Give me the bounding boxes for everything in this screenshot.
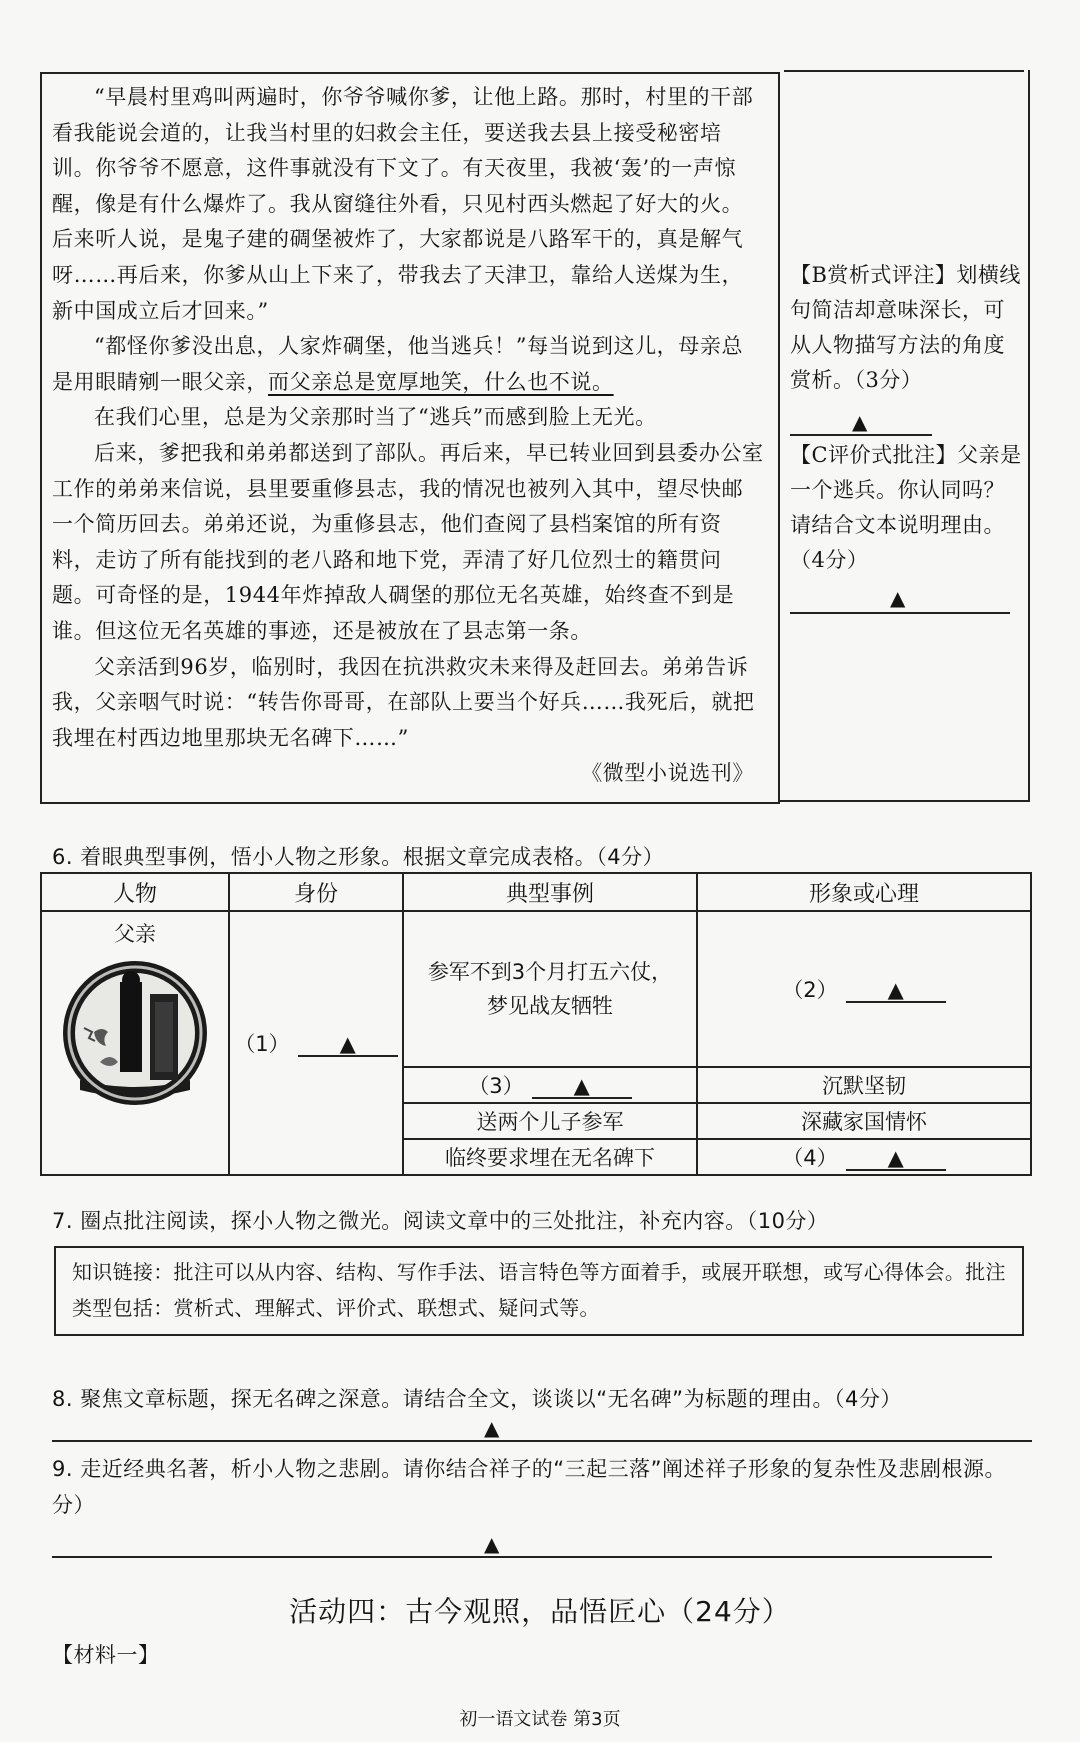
trait-cell: 沉默坚韧 (697, 1067, 1031, 1103)
example-cell: 送两个儿子参军 (403, 1103, 697, 1139)
trait-cell: （4） ▲ (697, 1139, 1031, 1175)
annotation-column (778, 70, 1030, 802)
table-header: 形象或心理 (697, 873, 1031, 911)
activity-4-title: 活动四：古今观照，品悟匠心（24分） (289, 1595, 791, 1628)
example-cell: 参军不到3个月打五六仗，梦见战友牺牲 (403, 911, 697, 1067)
annotation-c: 【C评价式批注】父亲是一个逃兵。你认同吗？请结合文本说明理由。（4分） (790, 443, 1022, 572)
example-cell: 临终要求埋在无名碑下 (403, 1139, 697, 1175)
example-cell: （3） ▲ (403, 1067, 697, 1103)
answer-line[interactable] (790, 612, 1010, 614)
passage-paragraph: “早晨村里鸡叫两遍时，你爷爷喊你爹，让他上路。那时，村里的干部看我能说会道的，让我当村里的妇救会主任，要送我去县上接受秘密培训。你爷爷不愿意，这件事就没有下文了。有天夜里，我被‘轰’的一声惊醒，像是有什么爆炸了。我从窗缝往外看，只见村西头燃起了好大的火。后来听人说，是鬼子建的碉堡被炸了，大家都说是八路军干的，真是解气呀……再后来，你爹从山上下来了，带我去了天津卫，靠给人送煤为生，新中国成立后才回来。” (52, 85, 754, 323)
passage-source: 《微型小说选刊》 (581, 761, 754, 786)
question-7-stem: 7. 圈点批注阅读，探小人物之微光。阅读文章中的三处批注，补充内容。（10分） (52, 1209, 829, 1233)
question-6-stem: 6. 着眼典型事例，悟小人物之形象。根据文章完成表格。（4分） (52, 845, 665, 869)
underlined-sentence: 而父亲总是宽厚地笑，什么也不说。 (268, 369, 614, 394)
reading-passage (52, 80, 764, 792)
knowledge-link: 知识链接：批注可以从内容、结构、写作手法、语言特色等方面着手，或展开联想，或写心得体会。批注类型包括：赏析式、理解式、评价式、联想式、疑问式等。 (72, 1260, 1006, 1320)
answer-line[interactable] (52, 1440, 1032, 1442)
table-header: 人物 (41, 873, 229, 911)
material-1-label: 【材料一】 (52, 1643, 160, 1667)
passage-paragraph: 父亲活到96岁，临别时，我因在抗洪救灾未来得及赶回去。弟弟告诉我，父亲咽气时说：“转告你哥哥，在部队上要当个好兵……我死后，就把我埋在村西边地里那块无名碑下……” (52, 654, 755, 750)
page-footer: 初一语文试卷 第3页 (459, 1709, 621, 1730)
answer-mark: ▲ (484, 1416, 500, 1440)
answer-mark: ▲ (890, 586, 906, 610)
answer-mark: ▲ (852, 410, 868, 434)
passage-paragraph: 在我们心里，总是为父亲那时当了“逃兵”而感到脸上无光。 (94, 405, 657, 430)
monument-illustration (60, 958, 210, 1108)
trait-cell: 深藏家国情怀 (697, 1103, 1031, 1139)
answer-blank[interactable]: ▲ (532, 1075, 632, 1099)
identity-cell: （1） ▲ (229, 911, 403, 1175)
answer-blank[interactable]: ▲ (846, 979, 946, 1003)
passage-paragraph: “都怪你爹没出息，人家炸碉堡，他当逃兵！”每当说到这儿，母亲总是用眼睛剜一眼父亲，而父亲总是宽厚地笑，什么也不说。 (52, 334, 744, 394)
question-8-stem: 8. 聚焦文章标题，探无名碑之深意。请结合全文，谈谈以“无名碑”为标题的理由。（4分） (52, 1387, 902, 1411)
person-cell (41, 911, 229, 1175)
table-header: 典型事例 (403, 873, 697, 911)
answer-blank[interactable]: ▲ (846, 1147, 946, 1171)
divider (784, 70, 1024, 72)
question-9-tail: 分） (52, 1493, 95, 1517)
question-9-stem: 9. 走近经典名著，析小人物之悲剧。请你结合祥子的“三起三落”阐述祥子形象的复杂性及悲剧根源。 (52, 1457, 1006, 1481)
annotation-b: 【B赏析式评注】划横线句简洁却意味深长，可从人物描写方法的角度赏析。（3分） (790, 263, 1021, 392)
table-header: 身份 (229, 873, 403, 911)
trait-cell: （2） ▲ (697, 911, 1031, 1067)
answer-mark: ▲ (484, 1532, 500, 1556)
answer-blank[interactable]: ▲ (298, 1033, 398, 1057)
passage-paragraph: 后来，爹把我和弟弟都送到了部队。再后来，早已转业回到县委办公室工作的弟弟来信说，县里要重修县志，我的情况也被列入其中，望尽快邮一个简历回去。弟弟还说，为重修县志，他们查阅了县档案馆的所有资料，走访了所有能找到的老八路和地下党，弄清了好几位烈士的籍贯问题。可奇怪的是，1944年炸掉敌人碉堡的那位无名英雄，始终查不到是谁。但这位无名英雄的事迹，还是被放在了县志第一条。 (52, 440, 764, 643)
person-name: 父亲 (114, 922, 156, 946)
answer-line[interactable] (790, 434, 932, 436)
answer-line[interactable] (52, 1556, 992, 1558)
question-6-table (40, 872, 1032, 1176)
